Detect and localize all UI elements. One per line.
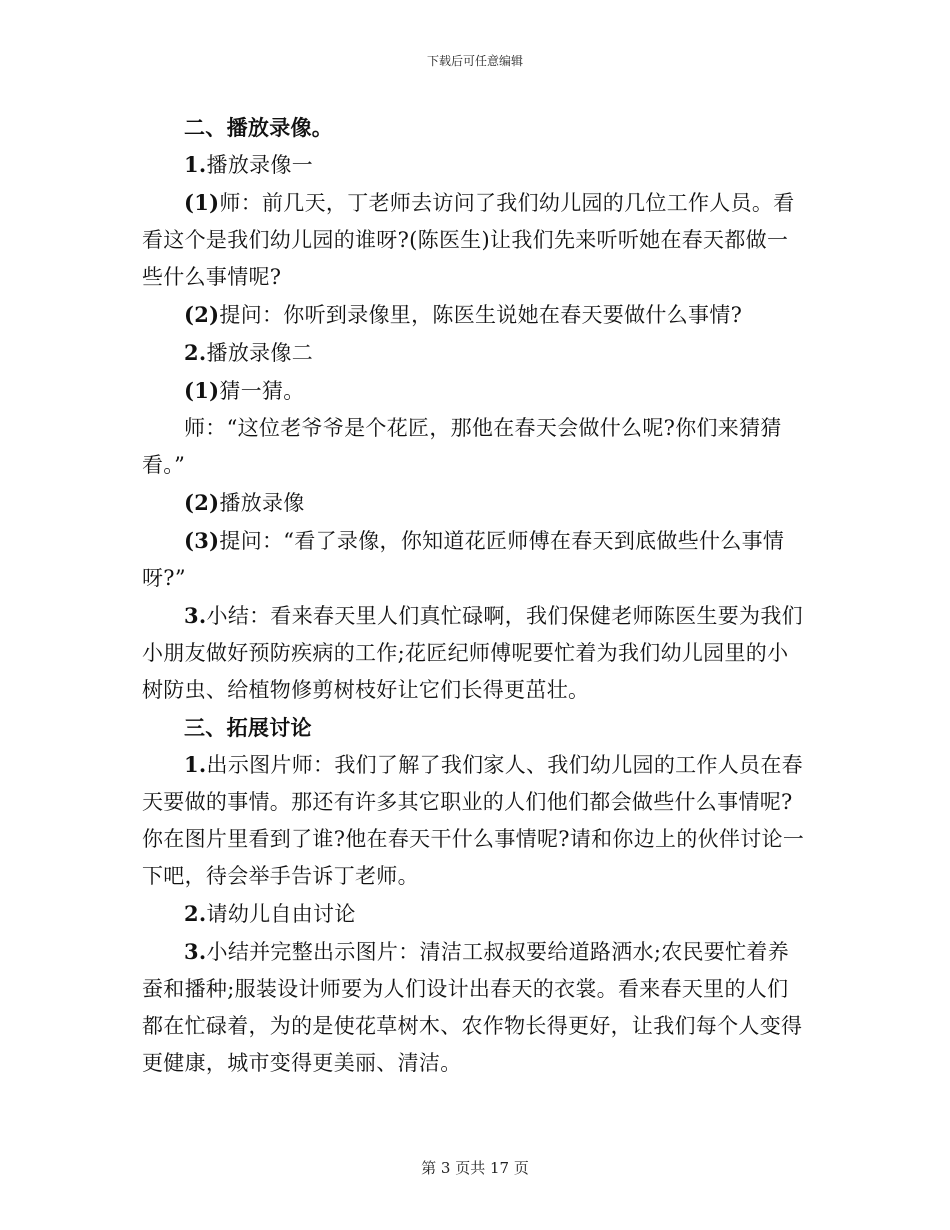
- section-heading-3: [142, 709, 808, 746]
- paragraph: [142, 895, 808, 933]
- paragraph-text: 请幼儿自由讨论: [206, 902, 356, 926]
- item-number: 1.: [184, 752, 207, 777]
- paragraph-text: 播放录像二: [206, 341, 314, 365]
- item-number: 2.: [184, 901, 207, 926]
- item-number: 2.: [184, 340, 207, 365]
- item-number: (1): [184, 190, 220, 215]
- paragraph-text: 小结：看来春天里人们真忙碌啊，我们保健老师陈医生要为我们小朋友做好预防疾病的工作;花匠纪师傅呢要忙着为我们幼儿园里的小树防虫、给植物修剪树枝好让它们长得更茁壮。: [142, 604, 803, 702]
- paragraph-text: 师：“这位老爷爷是个花匠，那他在春天会做什么呢?你们来猜猜看。”: [142, 416, 782, 477]
- paragraph-text: 播放录像: [219, 491, 305, 515]
- paragraph: [142, 746, 808, 895]
- paragraph: [142, 410, 808, 484]
- item-number: (1): [184, 378, 220, 403]
- paragraph-text: 提问：你听到录像里，陈医生说她在春天要做什么事情?: [219, 303, 743, 327]
- item-number: (3): [184, 528, 220, 553]
- paragraph-text: 提问：“看了录像，你知道花匠师傅在春天到底做些什么事情呀?”: [142, 529, 785, 590]
- paragraph: [142, 296, 808, 334]
- item-number: (2): [184, 490, 220, 515]
- section-heading-2: [142, 109, 808, 146]
- item-number: 1.: [184, 152, 207, 177]
- page-footer: 第 3 页共 17 页: [421, 1159, 529, 1177]
- paragraph-text: 师：前几天，丁老师去访问了我们幼儿园的几位工作人员。看看这个是我们幼儿园的谁呀?(陈医生)让我们先来听听她在春天都做一些什么事情呢?: [142, 191, 795, 289]
- document-body: [142, 109, 808, 1082]
- paragraph-text: 小结并完整出示图片：清洁工叔叔要给道路洒水;农民要忙着养蚕和播种;服装设计师要为人们设计出春天的衣裳。看来春天里的人们都在忙碌着，为的是使花草树木、农作物长得更好，让我们每个人变得更健康，城市变得更美丽、清洁。: [142, 940, 803, 1075]
- paragraph: [142, 184, 808, 296]
- item-number: 3.: [184, 939, 207, 964]
- paragraph-text: 猜一猜。: [219, 379, 305, 403]
- page-header: 下载后可任意编辑: [426, 54, 523, 68]
- paragraph-text: 出示图片师：我们了解了我们家人、我们幼儿园的工作人员在春天要做的事情。那还有许多其它职业的人们他们都会做些什么事情呢?你在图片里看到了谁?他在春天干什么事情呢?请和你边上的伙伴讨论一下吧，待会举手告诉丁老师。: [142, 753, 805, 888]
- paragraph: [142, 597, 808, 709]
- paragraph: [142, 372, 808, 410]
- item-number: 3.: [184, 603, 207, 628]
- heading-text: 三、拓展讨论: [184, 715, 312, 740]
- paragraph: [142, 484, 808, 522]
- heading-text: 二、播放录像。: [184, 115, 334, 140]
- paragraph: [142, 933, 808, 1082]
- paragraph: [142, 522, 808, 597]
- paragraph: [142, 334, 808, 372]
- item-number: (2): [184, 302, 220, 327]
- paragraph: [142, 146, 808, 184]
- paragraph-text: 播放录像一: [206, 153, 314, 177]
